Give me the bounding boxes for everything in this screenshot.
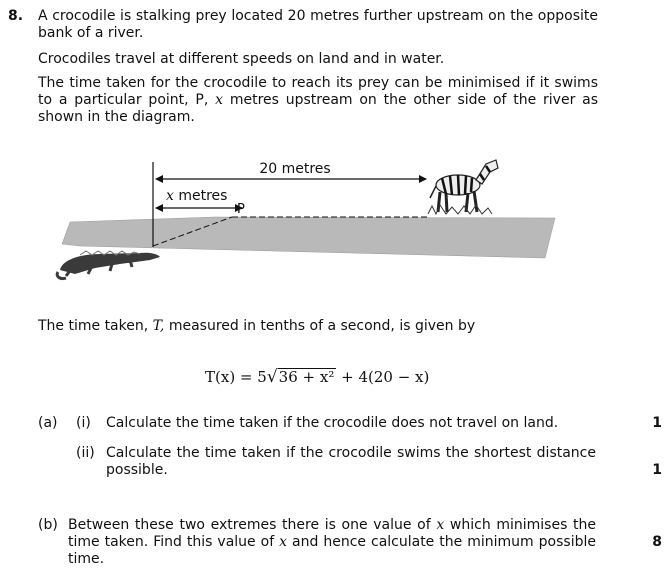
part-a-ii-marks: 1 <box>652 462 662 478</box>
intro-paragraph-2: Crocodiles travel at different speeds on land and in water. <box>38 51 445 67</box>
b-var: x <box>436 517 445 533</box>
part-a-ii-label: (ii) <box>76 445 95 461</box>
distance-label: 20 metres <box>259 161 331 177</box>
part-b-marks: 8 <box>652 534 662 550</box>
x-label <box>166 188 227 204</box>
x-label-var: x <box>166 188 174 204</box>
river-diagram <box>0 150 672 300</box>
formula-radicand: 36 + x² <box>278 368 335 386</box>
part-b-text <box>68 517 596 568</box>
b-text-1: Between these two extremes there is one value of <box>68 517 431 533</box>
formula: T(x) = 5√36 + x² + 4(20 − x) <box>205 367 430 387</box>
river <box>62 217 555 258</box>
question-number: 8. <box>8 8 24 24</box>
b-text-2: which minimises the time taken. Find this value of <box>68 517 597 550</box>
b-var-2: x <box>279 534 288 550</box>
intro-paragraph-3 <box>38 75 598 126</box>
part-b-label: (b) <box>38 517 58 533</box>
part-a-i-marks: 1 <box>652 415 662 431</box>
stem-var: T, <box>152 318 165 334</box>
intro-paragraph-1: A crocodile is stalking prey located 20 metres further upstream on the opposite bank of a river. <box>38 8 598 41</box>
point-p-label: P <box>237 202 245 217</box>
x-label-unit: metres <box>178 188 228 204</box>
stem-a: The time taken, <box>38 318 149 334</box>
formula-rhs: + 4(20 − x) <box>341 368 430 386</box>
zebra-icon <box>428 160 498 214</box>
formula-lhs: T(x) = 5 <box>205 368 267 386</box>
part-a-i-label: (i) <box>76 415 91 431</box>
stem-text <box>38 318 475 335</box>
crocodile-icon <box>57 251 160 279</box>
part-a-ii-text: Calculate the time taken if the crocodile swims the shortest distance possible. <box>106 445 596 478</box>
part-a-label: (a) <box>38 415 58 431</box>
stem-b: measured in tenths of a second, is given by <box>168 318 476 334</box>
p3-var: x <box>215 92 224 108</box>
p3-text-a: The time taken for the crocodile to reach its prey can be minimised if it swims to a particular point, P, <box>38 75 598 108</box>
part-a-i-text: Calculate the time taken if the crocodile does not travel on land. <box>106 415 559 431</box>
b-text-3: and hence calculate the minimum possible time. <box>68 534 596 567</box>
p3-text-b: metres upstream on the other side of the river as shown in the diagram. <box>38 92 599 125</box>
